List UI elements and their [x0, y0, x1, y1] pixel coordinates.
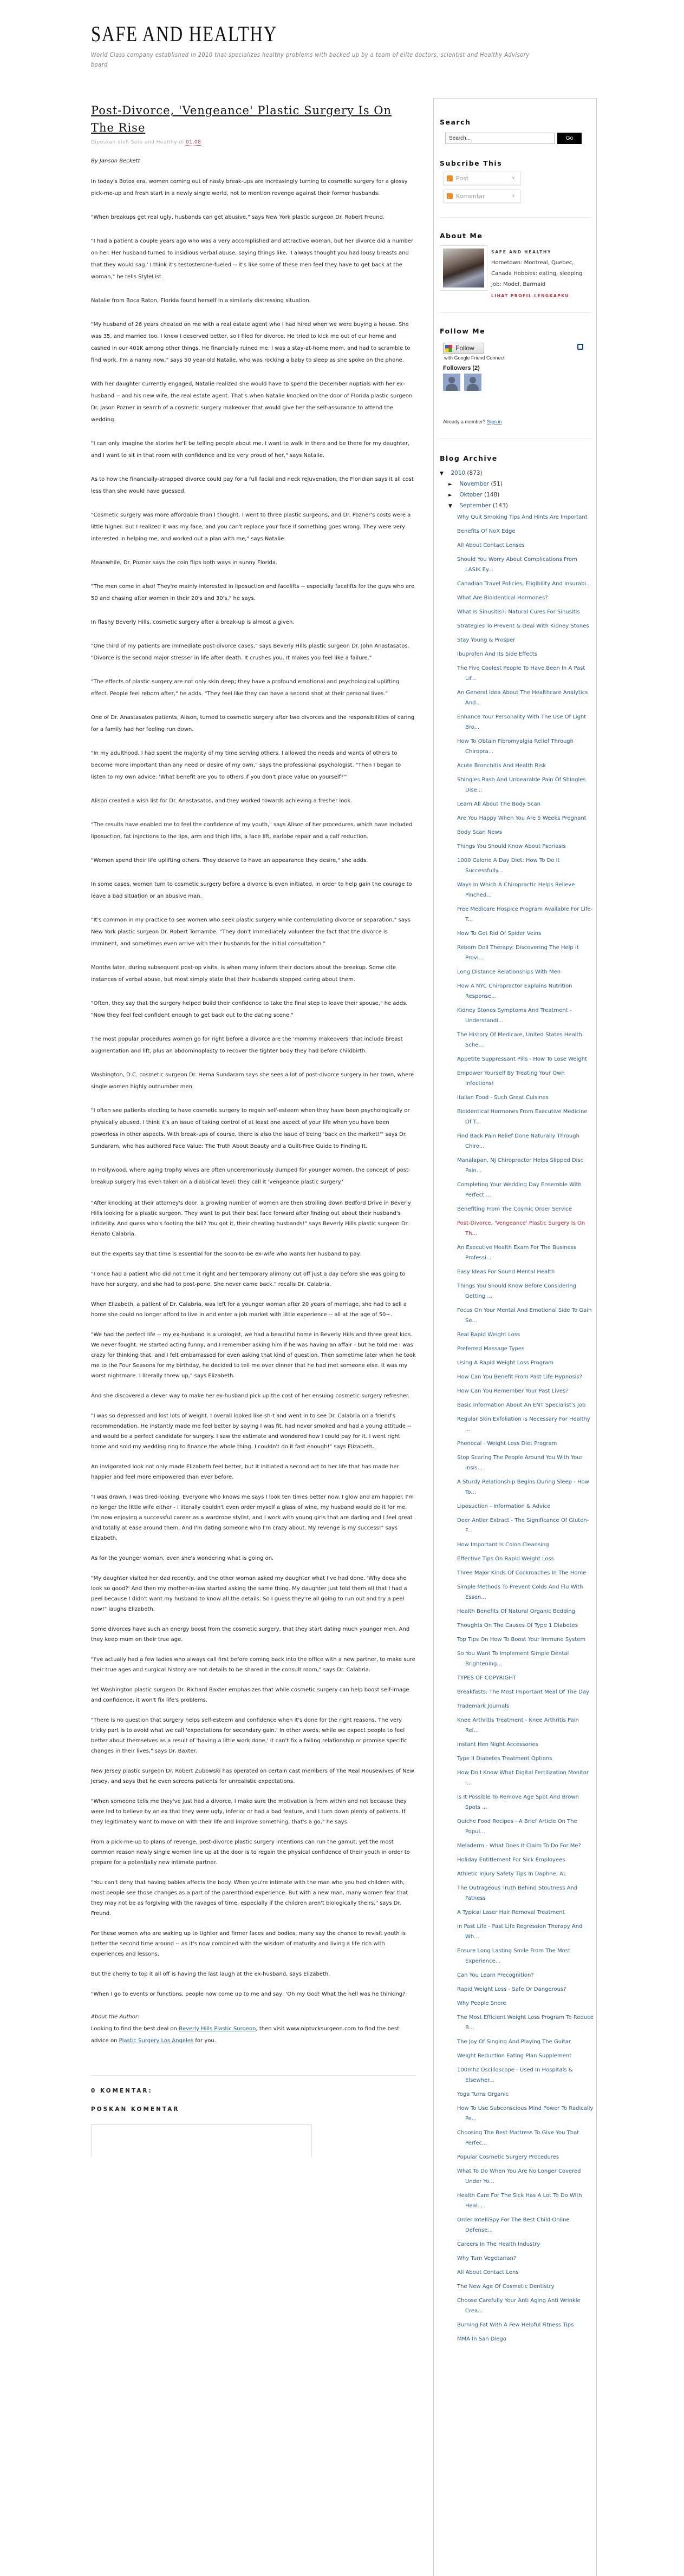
archive-post-link[interactable]: What Is Sinusitis?: Natural Cures For Sinusitis: [457, 609, 580, 615]
subscribe-comments-dropdown[interactable]: [443, 189, 521, 203]
archive-post-link[interactable]: Post-Divorce, 'Vengeance' Plastic Surgery Is On Th...: [457, 1220, 585, 1237]
followers-list: [443, 374, 591, 391]
archive-post-link[interactable]: Breakfasts: The Most Important Meal Of The Day: [457, 1689, 589, 1695]
post-paragraph: "I had a patient a couple years ago who was a very accomplished and attractive woman, but her divorce did a number on her. Her husband turned to insidious verbal abuse, saying things like, 'I always thought you had lousy breasts and that they would sag.' I think it's testosterone-fueled -- it's like some of these men feel they have to get back at the woman," he tells StyleList.: [91, 238, 414, 280]
archive-post-link[interactable]: Strategies To Prevent & Deal With Kidney Stones: [457, 623, 589, 629]
post-paragraph: From a pick-me-up to plans of revenge, post-divorce plastic surgery intentions can run the gamut; yet the most common reason newly single women line up at the door is to regain the physical confidence of their youth in order to prepare for a potentially new intimate partner.: [91, 1839, 410, 1866]
archive-post-link[interactable]: All About Contact Lens: [457, 2269, 519, 2276]
post-paragraph: "I once had a patient who did not time it right and her temporary alimony cut off just a day before she was going to have her surgery, and she had to post-pone. She never came back." recalls Dr. Calabria.: [91, 1271, 406, 1287]
archive-post-link[interactable]: TYPES OF COPYRIGHT: [457, 1675, 516, 1681]
sign-in-link[interactable]: Sign in: [487, 419, 502, 424]
archive-year-count: (873): [467, 469, 483, 476]
post-paragraph: "It's common in my practice to see women who seek plastic surgery while contemplating divorce or separation," says New York plastic surgeon Dr. Robert Tornambe. "They don't immediately volunteer the fact that the divorce is imminent, and sometimes even arrive with their husbands for the initial consultation.": [91, 917, 411, 947]
archive-month-link[interactable]: September: [459, 502, 491, 509]
archive-post-link[interactable]: Top Tips On How To Boost Your Immune System: [457, 1636, 586, 1643]
archive-post-link[interactable]: A Typical Laser Hair Removal Treatment: [457, 1909, 565, 1915]
follow-widget-title: Follow Me: [440, 327, 486, 335]
post-paragraph: But the cherry to top it all off is having the last laugh at the ex-husband, says Elizabeth.: [91, 1971, 330, 1977]
archive-month-september: [448, 502, 591, 509]
post-paragraph: "After knocking at their attorney's door, a growing number of women are then strolling down Bedford Drive in Beverly Hills looking for a plastic surgeon. They want to put their best face forward after finding out about their husband's infidelity. And guess who's footing the bill? You got it, their cheating husbands!" says Beverly Hills plastic surgeon Dr. Renato Calabria.: [91, 1200, 411, 1237]
archive-post-link[interactable]: Kidney Stones Symptoms And Treatment - Understandi...: [457, 1007, 572, 1024]
post-paragraph: Washington, D.C. cosmetic surgeon Dr. Hema Sundaram says she sees a lot of post-divorce surgery in her town, where single women highly outnumber men.: [91, 1072, 414, 1090]
archive-post-link[interactable]: Enhance Your Personality With The Use Of Light Bro...: [457, 714, 587, 730]
post-author-prefix: Diposkan oleh Safe and Healthy di: [91, 140, 184, 145]
search-widget: [440, 118, 591, 144]
post-paragraph: "When someone tells me they've just had a divorce, I make sure the motivation is from within and not because they were led to believe by an ex that they were ugly, inferior or had a bad feature, and I turn down plenty of patients. If they legitimately want to move on with their life and improve something, that's a go," he says.: [91, 1799, 407, 1825]
rss-icon: [447, 175, 453, 181]
archive-post-link[interactable]: Benefiting From The Cosmic Order Service: [457, 1206, 572, 1212]
chevron-down-icon: ∨: [512, 193, 515, 198]
widget-divider: [439, 312, 592, 313]
archive-post-link[interactable]: Deer Antler Extract - The Significance Of Gluten-F...: [457, 1517, 589, 1534]
archive-post-link[interactable]: All About Contact Lenses: [457, 542, 525, 548]
archive-post-link[interactable]: Simple Methods To Prevent Colds And Flu With Essen...: [457, 1584, 583, 1600]
subscribe-widget-title: Subcribe This: [440, 159, 503, 167]
post-paragraph: In today's Botox era, women coming out of nasty break-ups are increasingly turning to cosmetic surgery for a glossy pick-me-up and fresh start in a newly single world, not to mention revenge against their former husbands.: [91, 179, 408, 197]
archive-month-count: (51): [491, 480, 503, 487]
post-timestamp-link[interactable]: 01.08: [186, 140, 201, 145]
author-bio-text: for you.: [193, 2038, 216, 2044]
post-paragraph: With her daughter currently engaged, Natalie realized she would have to spend the December nuptials with her ex-husband -- and his new wife, the real estate agent. That's when Natalie knocked on the door of Florida plastic surgeon Dr. Jason Pozner in search of a cosmetic surgery makeover that would give her the self-assurance to attend the wedding.: [91, 381, 413, 423]
post-paragraph: "When breakups get real ugly, husbands can get abusive," says New York plastic surgeon Dr. Robert Freund.: [91, 214, 385, 220]
gfc-subtitle: with Google Friend Connect: [444, 355, 505, 361]
archive-post-link[interactable]: 100mhz Oscilloscope - Used In Hospitals & Elsewher...: [457, 2067, 573, 2083]
archive-post-link[interactable]: Burning Fat With A Few Helpful Fitness Tips: [457, 2322, 574, 2328]
post-paragraph: "The effects of plastic surgery are not only skin deep; they have a profound emotional and psychological uplifting effect. People feel reborn after," he adds. "They feel like they can have a second shot at their personal lives.": [91, 679, 400, 697]
archive-post-link[interactable]: Why Turn Vegetarian?: [457, 2255, 517, 2261]
post-paragraph: An invigorated look not only made Elizabeth feel better, but it initiated a second act to her life that has made her happier and feel more empowered than ever before.: [91, 1464, 399, 1480]
archive-post-link[interactable]: Benefits Of NoX Edge: [457, 528, 516, 534]
profile-photo[interactable]: [440, 245, 487, 291]
archive-post-link[interactable]: Can You Learn Precognition?: [457, 1972, 534, 1978]
archive-post-link[interactable]: Liposuction - Information & Advice: [457, 1503, 551, 1509]
follow-button-label: Follow: [455, 344, 474, 352]
archive-post-link[interactable]: Preferred Massage Types: [457, 1345, 525, 1352]
archive-post-link[interactable]: Manalapan, NJ Chiropractor Helps Slipped Disc Pain...: [457, 1157, 584, 1174]
archive-post-link[interactable]: Careers In The Health Industry: [457, 2241, 540, 2247]
archive-post-link[interactable]: The History Of Medicare, United States Health Sche...: [457, 1031, 582, 1048]
post-paragraph: "I was drawn, I was tired-looking. Everyone who knows me says I look ten times better now. I glow and am happier. I'm no longer the little wife either - I literally couldn't even order myself a glass of wine, my husband would do it for me. I'm now enjoying a successful career as a wardrobe stylist, and I work with young girls that are darling and I feel great and totally at ease around them. And I'm dating someone who I'm crazy about. My revenge is my success!" says Elizabeth.: [91, 1494, 414, 1541]
rss-icon: [447, 193, 453, 199]
archive-post-link[interactable]: Holiday Entitlement For Sick Employees: [457, 1856, 565, 1863]
archive-month-oktober: [448, 492, 591, 498]
post-paragraph: Natalie from Boca Raton, Florida found herself in a similarly distressing situation.: [91, 298, 311, 304]
archive-post-link[interactable]: The New Age Of Cosmetic Dentistry: [457, 2283, 555, 2290]
follow-button[interactable]: [443, 343, 484, 354]
post-paragraph: "The results have enabled me to feel the confidence of my youth," says Alison of her procedures, which have included liposuction, fat injections to the lips, arm and thigh lifts, a face lift, earlobe repair and a calf reduction.: [91, 822, 413, 840]
post-paragraph: "There is no question that surgery helps self-esteem and confidence when it's done for the right reasons. The very tricky part is to avoid what we call 'expectations for secondary gain.' In other words, while we expect people to feel better about themselves as a result of 'having a little work done,' it can't fix a failing relationship or promise specific changes in their lives," says Dr. Baxter.: [91, 1717, 407, 1754]
post-paragraph: "Women spend their life uplifting others. They deserve to have an appearance they desire," she adds.: [91, 858, 368, 864]
archive-post-link[interactable]: Choose Carefully Your Anti Aging Anti Wrinkle Crea...: [457, 2297, 581, 2314]
archive-post-link[interactable]: An General Idea About The Healthcare Analytics And...: [457, 689, 588, 706]
about-author-label: About the Author:: [91, 2014, 140, 2020]
archive-post-link[interactable]: Reborn Doll Therapy: Discovering The Help It Provi...: [457, 944, 579, 961]
followers-count: Followers (2): [443, 364, 480, 371]
post-meta: [91, 140, 416, 145]
archive-post-link[interactable]: Quiche Food Recipes - A Brief Article On The Popul...: [457, 1818, 577, 1835]
post-paragraph: In some cases, women turn to cosmetic surgery before a divorce is even initiated, in order to help gain the courage to leave a bad situation or an abusive man.: [91, 881, 412, 899]
member-text: Already a member?: [443, 419, 486, 424]
post-paragraph: In flashy Beverly Hills, cosmetic surgery after a break-up is almost a given.: [91, 619, 295, 625]
archive-post-link[interactable]: Effective Tips On Rapid Weight Loss: [457, 1555, 554, 1562]
search-input[interactable]: [445, 133, 555, 144]
archive-widget-title: Blog Archive: [440, 454, 498, 462]
archive-post-link[interactable]: Is It Possible To Remove Age Spot And Brown Spots ...: [457, 1794, 579, 1810]
archive-post-link[interactable]: Are You Happy When You Are 5 Weeks Pregnant: [457, 815, 587, 821]
sidebar: [433, 98, 597, 2576]
post-comment-heading: POSKAN KOMENTAR: [91, 2106, 180, 2113]
about-widget-title: About Me: [440, 232, 483, 240]
view-full-profile-link[interactable]: LIHAT PROFIL LENGKAPKU: [491, 293, 569, 298]
archive-post-link[interactable]: Weight Reduction Eating Plan Supplement: [457, 2052, 572, 2059]
post-paragraph: When Elizabeth, a patient of Dr. Calabria, was left for a younger woman after 20 years of marriage, she had to sell a home she could no longer afford to live in and enter a job market with little experience -- all at the age of 50+.: [91, 1302, 407, 1318]
archive-month-link[interactable]: November: [459, 480, 489, 487]
profile-description: Hometown: Montreal, Quebec, Canada Hobbies: eating, sleeping Job: Model, Barmaid: [491, 260, 583, 287]
archive-post-link[interactable]: 1000 Calorie A Day Diet: How To Do It Successfully...: [457, 857, 560, 874]
archive-post-list: [457, 512, 594, 2344]
archive-post-link[interactable]: Real Rapid Weight Loss: [457, 1331, 520, 1338]
site-title[interactable]: SAFE AND HEALTHY: [91, 22, 277, 46]
archive-post-link[interactable]: Focus On Your Mental And Emotional Side To Gain Se...: [457, 1307, 592, 1324]
archive-post-link[interactable]: What Are Bioidentical Hormones?: [457, 594, 548, 601]
archive-post-link[interactable]: Athletic Injury Safety Tips In Daphne, AL: [457, 1871, 566, 1877]
archive-post-link[interactable]: How To Get Rid Of Spider Veins: [457, 930, 542, 937]
archive-post-link[interactable]: Why Quit Smoking Tips And Hints Are Important: [457, 514, 588, 520]
archive-post-link[interactable]: Stay Young & Prosper: [457, 637, 516, 643]
post-paragraph: "I can only imagine the stories he'll be telling people about me. I want to walk in there and be there for my daughter, and I want to sit in that room with confidence and be very proud of her," says Natalie.: [91, 441, 410, 459]
post-paragraph: "When I go to events or functions, people now come up to me and say, 'Oh my God! What the hell was he thinking?: [91, 1991, 406, 1997]
google-friend-connect-icon: [445, 345, 452, 352]
archive-post-link[interactable]: How Important Is Colon Cleansing: [457, 1541, 549, 1548]
plastic-surgery-la-link[interactable]: Plastic Surgery Los Angeles: [119, 2038, 194, 2044]
archive-post-link[interactable]: An Executive Health Exam For The Business Professi...: [457, 1244, 577, 1261]
archive-post-link[interactable]: Should You Worry About Complications From LASIK Ey...: [457, 556, 577, 573]
archive-post-link[interactable]: Completing Your Wedding Day Ensemble With Perfect ...: [457, 1181, 582, 1198]
post-paragraph: And she discovered a clever way to make her ex-husband pick up the cost of her ensuing cosmetic surgery refresher.: [91, 1393, 410, 1399]
post-paragraph: "My daughter visited her dad recently, and the other woman asked my daughter what I've had done. 'Why does she look so good?' And then my mother-in-law started asking the same thing. My daughter just told them all that I had a peel because I didn't want my husband to know all the details. So I guess they're all going to run out and try a peel now!" laughs Elizabeth.: [91, 1575, 407, 1612]
beverly-hills-surgeon-link[interactable]: Beverly Hills Plastic Surgeon: [179, 2026, 256, 2032]
archive-post-link[interactable]: Ways In Which A Chiropractic Helps Relieve Pinched...: [457, 881, 575, 898]
about-me-widget: [440, 232, 591, 298]
archive-post-link[interactable]: Health Benefits Of Natural Organic Bedding: [457, 1608, 576, 1614]
archive-post-link[interactable]: Phenocal - Weight Loss Diet Program: [457, 1440, 557, 1447]
archive-post-link[interactable]: Body Scan News: [457, 829, 502, 835]
post-paragraph: "I often see patients electing to have cosmetic surgery to regain self-esteem when they have been psychologically or physically abused. I think it's an issue of taking control of at least one aspect of your life when you have been powerless in other aspects. With break-ups of course, there is also the issue of being 'back on the market!'" says Dr. Sundaram, who has authored Face Value: The Truth About Beauty and a Guilt-Free Guide to Finding It.: [91, 1108, 410, 1149]
popout-icon[interactable]: [577, 344, 583, 350]
member-signin: [443, 419, 591, 424]
archive-post-link[interactable]: Choosing The Best Mattress To Give You That Perfec...: [457, 2129, 579, 2146]
post-divider: [91, 2075, 416, 2076]
subscribe-widget: [440, 159, 591, 203]
archive-post-link[interactable]: Thoughts On The Causes Of Type 1 Diabetes: [457, 1622, 578, 1629]
archive-post-link[interactable]: Shingles Rash And Unbearable Pain Of Shingles Dise...: [457, 776, 586, 793]
comments-count: 0 KOMENTAR:: [91, 2088, 153, 2094]
archive-post-link[interactable]: Empower Yourself By Treating Your Own Infections!: [457, 1070, 565, 1087]
archive-post-link[interactable]: What To Do When You Are No Longer Covered Under Yo...: [457, 2168, 581, 2185]
archive-post-link[interactable]: Order IntelliSpy For The Best Child Online Defense...: [457, 2217, 570, 2233]
post-paragraph: "The men come in also! They're mainly interested in liposuction and facelifts -- especially facelifts for the guys who are 50 and chasing after women in their 20's and 30's," he says.: [91, 584, 415, 601]
post-paragraph: "We had the perfect life -- my ex-husband is a urologist, we had a beautiful home in Beverly Hills and three great kids. We never fought. He started acting funny, and I remember asking him if he was having an affair - but he told me I was crazy for thinking that, and I felt embarrassed for even asking that kind of question. Then sometime later when he took me to the Four Seasons for my birthday, he decided to tell me over dinner that he had met someone else. It was my worst nightmare. I literally threw up," says Elizabeth.: [91, 1332, 416, 1379]
archive-post-link[interactable]: The Joy Of Singing And Playing The Guitar: [457, 2038, 571, 2045]
avatar: [443, 249, 484, 287]
post-paragraph: Some divorces have such an energy boost from the cosmetic surgery, that they start dating much younger men. And they keep mum on their true age.: [91, 1626, 410, 1643]
archive-post-link[interactable]: Free Medicare Hospice Program Available For Life-T...: [457, 906, 593, 923]
post-paragraph: "Cosmetic surgery was more affordable than I thought. I went to three plastic surgeons, and Dr. Pozner's costs were a little higher. But I realized it was my face, and you can't replace your face if something goes wrong. They were very interested in helping me, and worked out a plan with me," says Natalie.: [91, 512, 411, 542]
blog-archive-widget: [440, 454, 594, 2344]
archive-post-link[interactable]: The Most Efficient Weight Loss Program To Reduce B...: [457, 2014, 594, 2031]
archive-month-count: (143): [492, 502, 508, 509]
follow-widget: [440, 327, 591, 424]
archive-post-link[interactable]: Basic Information About An ENT Specialist's Job: [457, 1402, 586, 1408]
triangle-right-icon[interactable]: ►: [448, 492, 452, 498]
archive-post-link[interactable]: Knee Arthritis Treatment - Knee Arthritis Pain Rel...: [457, 1717, 579, 1734]
archive-post-link[interactable]: Three Major Kinds Of Cockroaches In The Home: [457, 1570, 587, 1576]
post-paragraph: "You can't deny that having babies affects the body. When you're intimate with the man who you had children with, most people see those changes as a part of the parenthood experience. But with a new man, many women fear that they may not be as forgiving with the ravages of time, especially if the children aren't biologically theirs," says Dr. Freund.: [91, 1880, 408, 1917]
archive-post-link[interactable]: How To Use Subconscious Mind Power To Radically Pe...: [457, 2105, 594, 2122]
post-paragraph: For these women who are waking up to tighter and firmer faces and bodies, many say the chance to revisit youth is better the second time around -- as it's now combined with the wisdom of maturity and living a life rich with experiences and lessons.: [91, 1931, 406, 1957]
post-paragraph: As for the younger woman, even she's wondering what is going on.: [91, 1555, 274, 1561]
post-paragraph: "One third of my patients are immediate post-divorce cases," says Beverly Hills plastic surgeon Dr. John Anastasatos. "Divorce is the second major stresser in life after death. It crushes you. It makes you feel like a failure.": [91, 643, 409, 661]
post-paragraph: New Jersey plastic surgeon Dr. Robert Zubowski has operated on certain cast members of The Real Housewives of New Jersey, and says that he even screens patients for unrealistic expectations.: [91, 1768, 414, 1784]
triangle-right-icon[interactable]: ►: [448, 481, 452, 487]
archive-post-link[interactable]: Ensure Long Lasting Smile From The Most Experience...: [457, 1947, 570, 1964]
post-paragraph: Months later, during subsequent post-op visits, is when many inform their doctors about the breakup. Some cite instances of verbal abuse, but most simply state that their husbands stopped caring about them.: [91, 965, 396, 983]
archive-post-link[interactable]: Using A Rapid Weight Loss Program: [457, 1359, 554, 1366]
byline: By Janson Beckett: [91, 158, 140, 164]
post-paragraph: Meanwhile, Dr. Pozner says the coin flips both ways in sunny Florida.: [91, 560, 278, 566]
profile-name-link[interactable]: SAFE AND HEALTHY: [491, 250, 552, 254]
post-paragraph: But the experts say that time is essential for the soon-to-be ex-wife who wants her husband to pay.: [91, 1251, 361, 1257]
blog-header: [91, 23, 611, 69]
archive-post-link[interactable]: Easy Ideas For Sound Mental Health: [457, 1269, 555, 1275]
triangle-down-icon[interactable]: ▼: [448, 503, 452, 509]
archive-post-link[interactable]: Italian Food - Such Great Cuisines: [457, 1094, 549, 1101]
archive-post-link[interactable]: Appetite Suppressant Pills - How To Lose Weight: [457, 1056, 587, 1062]
post-paragraph: "I've actually had a few ladies who always call first before coming back into the office with a new partner, to make sure their true ages and surgical history are not details to be shared in the consult room," says Dr. Calabria.: [91, 1657, 415, 1673]
archive-post-link[interactable]: MMA In San Diego: [457, 2336, 506, 2342]
archive-post-link[interactable]: The Outrageous Truth Behind Stoutness And Fatness: [457, 1885, 578, 1901]
archive-post-link[interactable]: Health Care For The Sick Has A Lot To Do With Heal...: [457, 2192, 582, 2209]
post-paragraph: In Hollywood, where aging trophy wives are often unceremoniously dumped for younger women, the concept of post-breakup surgery has even taken on a diabolical level: they call it 'vengeance plastic surgery.': [91, 1167, 411, 1185]
archive-post-link[interactable]: Type II Diabetes Treatment Options: [457, 1755, 552, 1762]
post-paragraph: "In my adulthood, I had spent the majority of my time serving others. I allowed the needs and wants of others to become more important than any need or desire of my own," says the professional psychologist. "Then I began to listen to my own advice. 'What benefit are you to others if you don't place value on yourself?'": [91, 750, 401, 780]
archive-post-link[interactable]: Meladerm - What Does It Claim To Do For Me?: [457, 1842, 581, 1849]
subscribe-posts-dropdown[interactable]: [443, 172, 521, 185]
author-bio-text: Looking to find the best deal on: [91, 2026, 179, 2032]
post-body: [91, 176, 416, 1999]
author-bio-text: , then visit www.niptucksurgeon.com to find the best advice on: [91, 2026, 400, 2044]
archive-post-link[interactable]: Bioidentical Hormones From Executive Medicine Of T...: [457, 1108, 588, 1125]
search-go-button[interactable]: Go: [557, 133, 582, 144]
comment-form-frame[interactable]: [91, 2124, 312, 2157]
archive-post-link[interactable]: Things You Should Know About Psoriasis: [457, 843, 566, 849]
archive-year-link[interactable]: 2010: [451, 469, 466, 476]
archive-post-link[interactable]: A Sturdy Relationship Begins During Sleep - How To...: [457, 1479, 589, 1495]
post-title[interactable]: Post-Divorce, 'Vengeance' Plastic Surgery Is On The Rise: [91, 104, 392, 134]
archive-post-link[interactable]: Acute Bronchitis And Health Risk: [457, 762, 546, 769]
post-paragraph: Alison created a wish list for Dr. Anastasatos, and they worked towards achieving a fresher look.: [91, 798, 353, 804]
archive-post-link[interactable]: Regular Skin Exfoliation Is Necessary For Healthy ...: [457, 1416, 590, 1433]
post-paragraph: The most popular procedures women go for right before a divorce are the 'mommy makeovers' that include breast augmentation and lift, plus an abdominoplasty to recover the tighter body they had before childbirth.: [91, 1036, 403, 1054]
archive-post-link[interactable]: Popular Cosmetic Surgery Procedures: [457, 2154, 559, 2160]
archive-post-link[interactable]: Things You Should Know Before Considering Getting ...: [457, 1283, 576, 1299]
post-paragraph: "Often, they say that the surgery helped build their confidence to take the final step to leave their spouse," he adds. "Now they feel feel confident enough to get back out to the dating scene.": [91, 1001, 408, 1018]
follower-avatar[interactable]: [443, 374, 460, 391]
widget-divider: [439, 217, 592, 218]
archive-post-link[interactable]: Why People Snore: [457, 2000, 506, 2006]
author-bio: [91, 2023, 416, 2047]
archive-post-link[interactable]: How Can You Remember Your Past Lives?: [457, 1388, 569, 1394]
archive-month-count: (148): [484, 491, 500, 498]
archive-post-link[interactable]: How To Obtain Fibromyalgia Relief Through Chiropra...: [457, 738, 574, 755]
archive-post-link[interactable]: Trademark Journals: [457, 1703, 510, 1709]
archive-post-link[interactable]: Instant Hen Night Accessories: [457, 1741, 538, 1748]
archive-month-november: [448, 481, 591, 487]
archive-post-link[interactable]: Stop Scaring The People Around You With Your Insis...: [457, 1454, 583, 1471]
archive-post-link[interactable]: So You Want To Implement Simple Dental Brightening...: [457, 1650, 569, 1667]
post-paragraph: "I was so depressed and lost lots of weight. I overall looked like sh-t and went in to see Dr. Calabria on a friend's recommendation. He instantly made me feel better by saying I was fit, had never smoked and had a young attitude -- and would be a perfect candidate for surgery. I saw the estimate and wondered how I could pay for it. I went right home and sold my wedding ring to finance the whole thing. I couldn't do it fast enough!" says Elizabeth.: [91, 1413, 412, 1450]
archive-post-link[interactable]: Ibuprofen And Its Side Effects: [457, 651, 537, 657]
archive-year: [440, 470, 591, 476]
subscribe-label: Post: [456, 175, 469, 182]
archive-post-link[interactable]: Canadian Travel Policies, Eligibility And Insurabi...: [457, 580, 591, 587]
archive-post-link[interactable]: Find Back Pain Relief Done Naturally Through Chiro...: [457, 1133, 579, 1149]
archive-post-link[interactable]: The Five Coolest People To Have Been In A Past Lif...: [457, 665, 585, 682]
chevron-down-icon: ∨: [512, 175, 515, 180]
search-widget-title: Search: [440, 118, 471, 126]
site-description: World Class company established in 2010 that specializes healthy problems with backed up by a team of elite doctors, scientist and Healthy Advisory board: [91, 51, 530, 68]
archive-post-link[interactable]: In Past Life - Past Life Regression Therapy And Wh...: [457, 1923, 583, 1940]
post-paragraph: One of Dr. Anastasatos patients, Alison, turned to cosmetic surgery after two divorces and the responsibilities of caring for a family had her feeling run down.: [91, 715, 415, 733]
archive-post-link[interactable]: Rapid Weight Loss - Safe Or Dangerous?: [457, 1986, 566, 1992]
post-paragraph: As to how the financially-strapped divorce could pay for a full facial and neck rejuvenation, the Floridian says it all cost less than she would have guessed.: [91, 476, 414, 494]
archive-post-link[interactable]: Long Distance Relationships With Men: [457, 969, 561, 975]
follower-avatar[interactable]: [464, 374, 481, 391]
main-column: [91, 102, 416, 2157]
archive-post-link[interactable]: How A NYC Chiropractor Explains Nutrition Response...: [457, 983, 572, 999]
post-paragraph: "My husband of 26 years cheated on me with a real estate agent who I had hired when we were buying a house. She was 35, and married too. I knew I deserved better, so I filed for divorce. He tried to kick me out of our home and cashed in our 401K among other things. He financially ruined me. I was a stay-at-home mom, and had to scramble to find work. I'm a nanny now," says 50 year-old Natalie, who was rocking a baby to sleep as she spoke on the phone.: [91, 322, 411, 363]
subscribe-label: Komentar: [456, 193, 485, 200]
archive-month-link[interactable]: Oktober: [459, 491, 483, 498]
archive-post-link[interactable]: How Can You Benefit From Past Life Hypnosis?: [457, 1374, 582, 1380]
archive-post-link[interactable]: Learn All About The Body Scan: [457, 801, 540, 807]
triangle-down-icon[interactable]: ▼: [440, 470, 444, 476]
post-paragraph: Yet Washington plastic surgeon Dr. Richard Baxter emphasizes that while cosmetic surgery can help boost self-image and confidence, it won't fix life's problems.: [91, 1687, 409, 1703]
archive-post-link[interactable]: Yoga Turns Organic: [457, 2091, 509, 2097]
archive-post-link[interactable]: How Do I Know What Digital Fertilization Monitor I...: [457, 1769, 589, 1786]
